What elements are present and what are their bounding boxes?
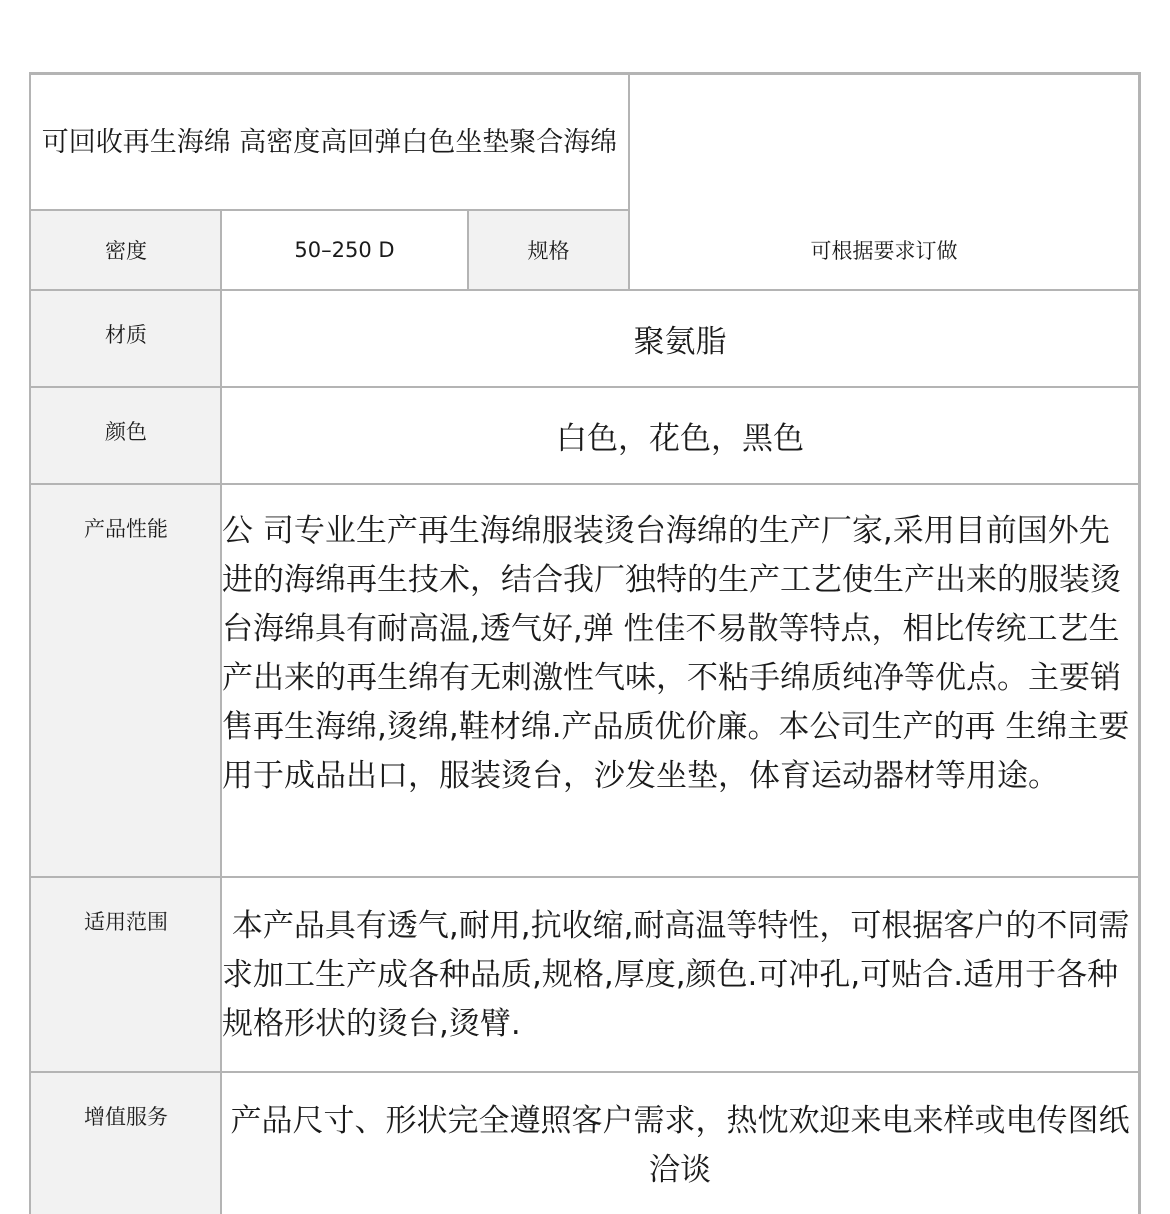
material-value: 聚氨脂 [633, 324, 727, 360]
performance-value: 公 司专业生产再生海绵服装烫台海绵的生产厂家,采用目前国外先进的海绵再生技术，结合我厂独特的生产工艺使生产出来的服装烫台海绵具有耐高温,透气好,弹 性佳不易散等特点，相比传统工艺生产出来的再生绵有无刺激性气味，不粘手绵质纯净等优点。主要销售再生海绵,烫绵,鞋材绵.产品质优价廉。本公司生产的再 生绵主要用于成品出口，服装烫台，沙发坐垫，体育运动器材等用途。 [222, 513, 1130, 794]
row-separator [29, 289, 1141, 291]
table-border-right [1138, 72, 1141, 1214]
application-value: 本产品具有透气,耐用,抗收缩,耐高温等特性，可根据客户的不同需求加工生产成各种品质,规格,厚度,颜色.可冲孔,可贴合.适用于各种规格形状的烫台,烫臂. [222, 908, 1130, 1042]
row-separator [29, 483, 1141, 485]
material-label: 材质 [31, 291, 221, 386]
title-bottom-border [29, 209, 630, 211]
density-label: 密度 [31, 211, 221, 289]
performance-label: 产品性能 [31, 485, 221, 876]
table-border-left [29, 72, 31, 1214]
density-value-divider [467, 209, 469, 289]
size-value: 可根据要求订做 [810, 239, 958, 263]
service-label: 增值服务 [31, 1073, 221, 1214]
row-separator [29, 1071, 1141, 1073]
size-label: 规格 [469, 211, 628, 289]
title-divider [628, 72, 630, 289]
density-value: 50–250 D [294, 238, 395, 262]
product-title: 可回收再生海绵 高密度高回弹白色坐垫聚合海绵 [41, 126, 618, 158]
application-label: 适用范围 [31, 878, 221, 1071]
table-border-top [29, 72, 1141, 75]
product-spec-table [29, 72, 1141, 1214]
row-separator [29, 386, 1141, 388]
color-label: 颜色 [31, 388, 221, 483]
row-separator [29, 876, 1141, 878]
service-value: 产品尺寸、形状完全遵照客户需求，热忱欢迎来电来样或电传图纸洽谈 [230, 1103, 1130, 1188]
color-value: 白色，花色，黑色 [556, 421, 804, 457]
label-column-divider [220, 209, 222, 1214]
